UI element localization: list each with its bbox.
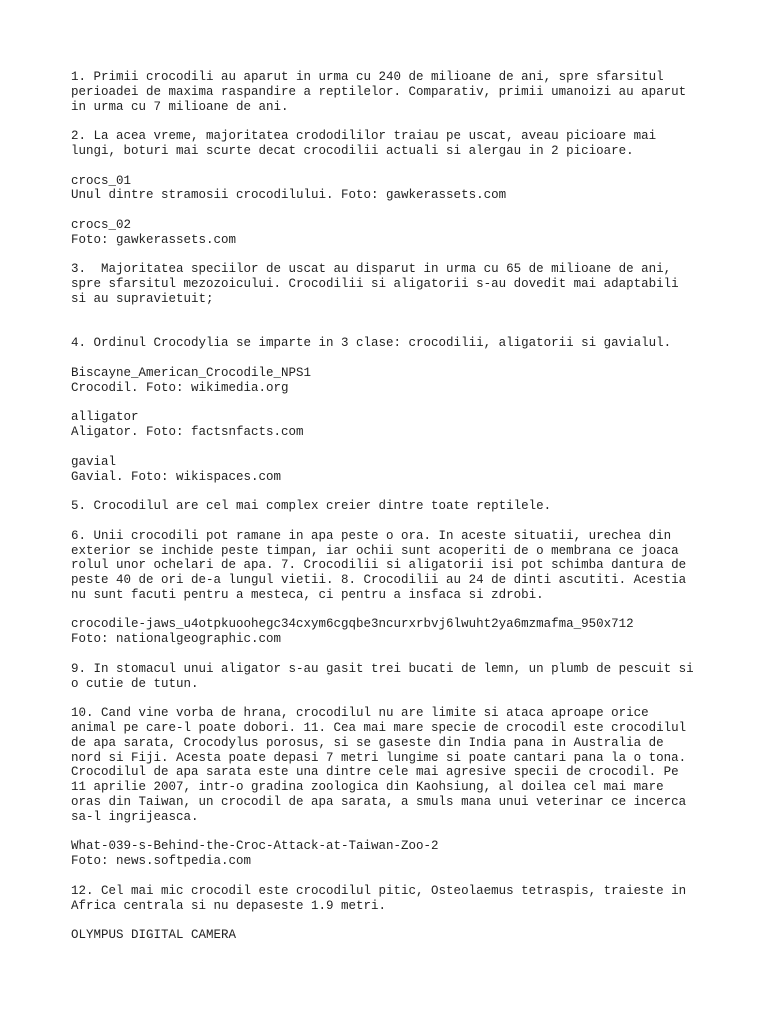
text-line: 9. In stomacul unui aligator s-au gasit trei bucati de lemn, un plumb de pescuit si	[71, 661, 694, 676]
paragraph-fact-6-8	[71, 529, 711, 603]
text-line: spre sfarsitul mezozoicului. Crocodilii si aligatorii s-au dovedit mai adaptabili	[71, 277, 679, 292]
text-line: 11 aprilie 2007, intr-o gradina zoologica din Kaohsiung, al doilea cel mai mare	[71, 780, 664, 795]
text-line: Crocodilul de apa sarata este una dintre cele mai agresive specii de crocodil. Pe	[71, 765, 679, 780]
text-line: de apa sarata, Crocodylus porosus, si se gaseste din India pana in Australia de	[71, 735, 664, 750]
text-line: perioadei de maxima raspandire a reptilelor. Comparativ, primii umanoizi au aparut	[71, 84, 687, 99]
text-line: nord si Fiji. Acesta poate depasi 7 metri lungime si poate cantari pana la o tona.	[71, 750, 687, 765]
text-line: Crocodil. Foto: wikimedia.org	[71, 380, 289, 395]
text-line: 12. Cel mai mic crocodil este crocodilul pitic, Osteolaemus tetraspis, traieste in	[71, 883, 687, 898]
paragraph-fact-4	[71, 336, 711, 351]
text-line: 2. La acea vreme, majoritatea crododililor traiau pe uscat, aveau picioare mai	[71, 129, 657, 144]
text-line: rolul unor ochelari de apa. 7. Crocodilii si aligatorii isi pot schimba dantura de	[71, 558, 687, 573]
text-line: Aligator. Foto: factsnfacts.com	[71, 425, 304, 440]
text-line: Foto: nationalgeographic.com	[71, 632, 282, 647]
text-line: animal pe care-l poate dobori. 11. Cea mai mare specie de crocodil este crocodilul	[71, 721, 687, 736]
paragraph-caption-crocs-01	[71, 174, 711, 204]
paragraph-fact-10-11	[71, 706, 711, 824]
text-line: 1. Primii crocodili au aparut in urma cu 240 de milioane de ani, spre sfarsitul	[71, 70, 664, 84]
text-line: Unul dintre stramosii crocodilului. Foto: gawkerassets.com	[71, 188, 507, 203]
text-line: in urma cu 7 milioane de ani.	[71, 99, 289, 114]
text-line: o cutie de tutun.	[71, 676, 199, 691]
text-line: crocs_01	[71, 173, 132, 188]
text-line: Africa centrala si nu depaseste 1.9 metri.	[71, 898, 387, 913]
paragraph-caption-crocs-02	[71, 218, 711, 248]
text-line: Foto: gawkerassets.com	[71, 232, 237, 247]
text-line: 3. Majoritatea speciilor de uscat au disparut in urma cu 65 de milioane de ani,	[71, 262, 672, 277]
paragraph-caption-olympus	[71, 928, 711, 943]
text-line: What-039-s-Behind-the-Croc-Attack-at-Taiwan-Zoo-2	[71, 839, 439, 854]
paragraph-caption-biscayne	[71, 366, 711, 396]
paragraph-fact-2	[71, 129, 711, 159]
paragraph-caption-taiwan	[71, 839, 711, 869]
text-line: peste 40 de ori de-a lungul vietii. 8. Crocodilii au 24 de dinti ascutiti. Acestia	[71, 573, 687, 588]
text-line: Biscayne_American_Crocodile_NPS1	[71, 365, 312, 380]
text-line: alligator	[71, 410, 139, 425]
text-line: 6. Unii crocodili pot ramane in apa peste o ora. In aceste situatii, urechea din	[71, 528, 672, 543]
document-body	[71, 70, 711, 958]
paragraph-fact-12	[71, 884, 711, 914]
text-line: 5. Crocodilul are cel mai complex creier dintre toate reptilele.	[71, 499, 552, 514]
text-line: 10. Cand vine vorba de hrana, crocodilul nu are limite si ataca aproape orice	[71, 706, 649, 721]
paragraph-fact-5	[71, 499, 711, 514]
paragraph-caption-alligator	[71, 410, 711, 440]
text-line: crocs_02	[71, 217, 132, 232]
paragraph-caption-jaws	[71, 617, 711, 647]
text-line: si au supravietuit;	[71, 291, 214, 306]
text-line: nu sunt facuti pentru a mesteca, ci pentru a insfaca si zdrobi.	[71, 587, 544, 602]
text-line: gavial	[71, 454, 117, 469]
text-line: sa-l ingrijeasca.	[71, 809, 199, 824]
paragraph-fact-1	[71, 70, 711, 114]
text-line: Foto: news.softpedia.com	[71, 854, 252, 869]
text-line: lungi, boturi mai scurte decat crocodilii actuali si alergau in 2 picioare.	[71, 143, 634, 158]
text-line: oras din Taiwan, un crocodil de apa sarata, a smuls mana unui veterinar ce incerca	[71, 795, 687, 810]
text-line: 4. Ordinul Crocodylia se imparte in 3 clase: crocodilii, aligatorii si gavialul.	[71, 336, 672, 351]
paragraph-fact-3	[71, 262, 711, 306]
text-line: OLYMPUS DIGITAL CAMERA	[71, 928, 237, 943]
paragraph-caption-gavial	[71, 455, 711, 485]
text-line: Gavial. Foto: wikispaces.com	[71, 469, 282, 484]
paragraph-fact-9	[71, 662, 711, 692]
text-line: crocodile-jaws_u4otpkuoohegc34cxym6cgqbe3ncurxrbvj6lwuht2ya6mzmafma_950x712	[71, 617, 634, 632]
text-line: exterior se inchide peste timpan, iar ochii sunt acoperiti de o membrana ce joaca	[71, 543, 679, 558]
